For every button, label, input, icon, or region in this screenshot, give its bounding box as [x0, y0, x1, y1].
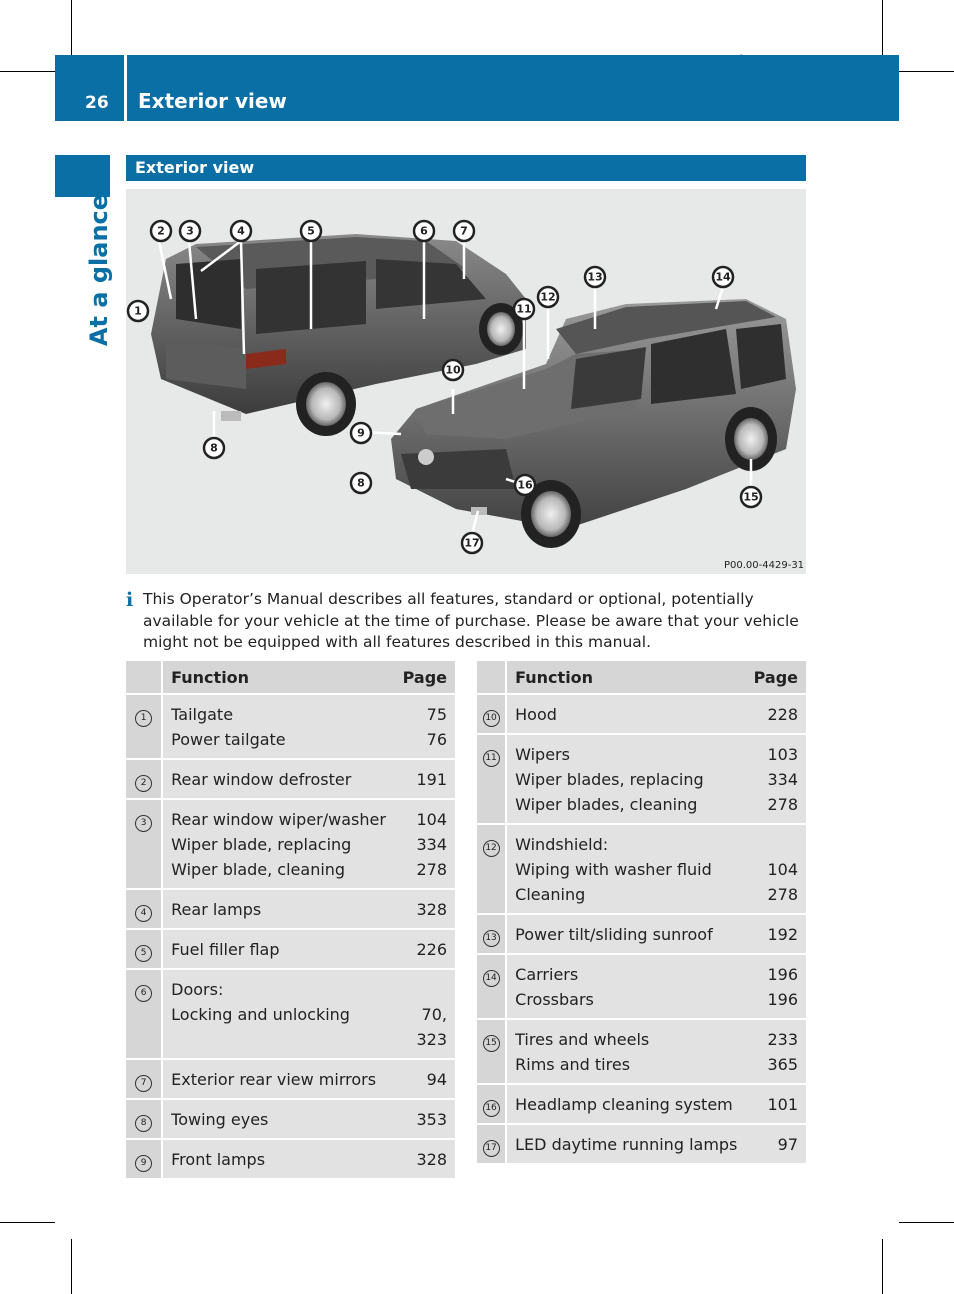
svg-text:9: 9	[357, 426, 365, 440]
crop-mark	[0, 71, 55, 72]
row-number-cell	[126, 889, 162, 929]
callout-11	[514, 299, 534, 319]
row-number-cell	[477, 824, 506, 914]
page-reference: 103	[767, 745, 798, 764]
function-cell	[506, 954, 745, 1019]
svg-text:17: 17	[464, 536, 480, 550]
svg-text:6: 6	[420, 224, 428, 238]
circled-number: 4	[135, 905, 152, 922]
svg-text:15: 15	[743, 490, 759, 504]
row-number-cell	[126, 799, 162, 889]
callout-6	[414, 221, 434, 241]
page-reference: 196	[767, 990, 798, 1009]
page-cell	[394, 889, 455, 929]
page-cell	[394, 694, 455, 759]
function-column-header: Function	[162, 661, 394, 694]
function-label: Wiper blades, cleaning	[515, 795, 698, 814]
row-number-cell	[477, 694, 506, 734]
callout-16	[515, 475, 535, 495]
crop-mark	[899, 71, 954, 72]
function-label: Power tailgate	[171, 730, 286, 749]
page-reference: 233	[767, 1030, 798, 1049]
svg-text:11: 11	[516, 302, 532, 316]
callout-17	[462, 533, 482, 553]
page-reference: 97	[777, 1135, 798, 1154]
crop-mark	[71, 0, 72, 55]
function-label: Wiper blade, cleaning	[171, 860, 346, 879]
circled-number: 2	[135, 775, 152, 792]
circled-number: 10	[483, 710, 500, 727]
page-cell	[394, 929, 455, 969]
function-label: Tailgate	[171, 705, 234, 724]
svg-text:2: 2	[157, 224, 165, 238]
function-label: Carriers	[515, 965, 579, 984]
function-label: Rear lamps	[171, 900, 262, 919]
page-reference: 334	[767, 770, 798, 789]
table-row	[126, 1059, 455, 1099]
crop-mark	[882, 0, 883, 55]
number-column-header	[477, 661, 506, 694]
circled-number: 11	[483, 750, 500, 767]
page-reference: 328	[416, 900, 447, 919]
page-reference: 278	[767, 795, 798, 814]
function-cell	[162, 889, 394, 929]
callout-12	[538, 287, 558, 307]
row-number-cell	[477, 734, 506, 824]
function-label: Hood	[515, 705, 557, 724]
page-cell	[394, 1059, 455, 1099]
page-cell	[394, 799, 455, 889]
row-number-cell	[126, 1099, 162, 1139]
circled-number: 6	[135, 985, 152, 1002]
page-reference: 192	[767, 925, 798, 944]
table-row	[477, 1124, 806, 1164]
circled-number: 7	[135, 1075, 152, 1092]
table-row	[477, 734, 806, 824]
info-icon: i	[126, 589, 134, 611]
function-label: Rear window defroster	[171, 770, 352, 789]
number-column-header	[126, 661, 162, 694]
figure-code: P00.00-4429-31	[724, 560, 805, 571]
svg-text:8: 8	[210, 441, 218, 455]
table-body-left	[126, 694, 455, 1179]
crop-mark	[899, 1222, 954, 1223]
function-cell	[162, 694, 394, 759]
row-number-cell	[126, 759, 162, 799]
svg-text:3: 3	[186, 224, 194, 238]
header-divider	[124, 55, 127, 121]
page-column-header: Page	[394, 661, 455, 694]
table-row	[477, 954, 806, 1019]
svg-text:12: 12	[540, 290, 556, 304]
callout-3	[180, 221, 200, 241]
table-header-row	[126, 661, 455, 694]
page-reference	[753, 832, 798, 857]
function-cell	[162, 929, 394, 969]
function-label: Doors:	[171, 980, 224, 999]
row-number-cell	[126, 1139, 162, 1179]
function-cell	[506, 914, 745, 954]
vehicle-illustration	[126, 189, 806, 574]
circled-number: 12	[483, 840, 500, 857]
function-label: Wiping with washer fluid	[515, 860, 712, 879]
row-number-cell	[477, 1019, 506, 1084]
function-label: LED daytime running lamps	[515, 1135, 738, 1154]
function-cell	[162, 969, 394, 1059]
page-reference: 76	[426, 730, 447, 749]
callout-8-front	[351, 473, 371, 493]
circled-number: 15	[483, 1035, 500, 1052]
function-label: Windshield:	[515, 835, 609, 854]
table-row	[126, 1139, 455, 1179]
page-reference: 353	[416, 1110, 447, 1129]
row-number-cell	[477, 954, 506, 1019]
callout-14	[713, 267, 733, 287]
function-label: Fuel filler flap	[171, 940, 280, 959]
function-label: Locking and unlocking	[171, 1005, 350, 1024]
callout-8-rear	[204, 438, 224, 458]
svg-text:14: 14	[715, 270, 731, 284]
page-column-header: Page	[745, 661, 806, 694]
function-cell	[506, 824, 745, 914]
function-label: Tires and wheels	[515, 1030, 650, 1049]
callout-1	[128, 301, 148, 321]
table-body-right	[477, 694, 806, 1164]
page-cell	[745, 1124, 806, 1164]
function-label: Wiper blade, replacing	[171, 835, 352, 854]
table-row	[126, 799, 455, 889]
function-cell	[162, 1099, 394, 1139]
page-reference	[402, 977, 447, 1002]
callout-10	[443, 360, 463, 380]
circled-number: 16	[483, 1100, 500, 1117]
function-cell	[162, 799, 394, 889]
function-label: Wiper blades, replacing	[515, 770, 704, 789]
table-row	[126, 929, 455, 969]
circled-number: 17	[483, 1140, 500, 1157]
section-title-bar	[126, 155, 806, 181]
function-table-left	[126, 661, 455, 1180]
page-reference: 278	[416, 860, 447, 879]
function-label: Rear window wiper/washer	[171, 810, 386, 829]
function-cell	[162, 1059, 394, 1099]
info-note	[126, 589, 806, 654]
svg-text:16: 16	[517, 478, 533, 492]
table-row	[126, 969, 455, 1059]
function-label: Crossbars	[515, 990, 594, 1009]
table-row	[477, 914, 806, 954]
page-cell	[745, 954, 806, 1019]
circled-number: 8	[135, 1115, 152, 1132]
page-reference: 75	[426, 705, 447, 724]
page-reference: 196	[767, 965, 798, 984]
header-title: Exterior view	[138, 89, 287, 113]
vehicle-exterior-figure	[126, 189, 806, 574]
side-tab-marker	[55, 155, 110, 197]
callout-7	[454, 221, 474, 241]
function-column-header: Function	[506, 661, 745, 694]
function-table-right	[477, 661, 806, 1165]
page-cell	[394, 1139, 455, 1179]
page-reference: 101	[767, 1095, 798, 1114]
svg-text:8: 8	[357, 476, 365, 490]
function-cell	[506, 1084, 745, 1124]
side-tab-label: At a glance	[85, 193, 113, 347]
function-cell	[506, 694, 745, 734]
table-row	[126, 694, 455, 759]
function-cell	[506, 1124, 745, 1164]
row-number-cell	[477, 1084, 506, 1124]
table-row	[126, 759, 455, 799]
circled-number: 14	[483, 970, 500, 987]
page-cell	[745, 734, 806, 824]
page-reference: 191	[416, 770, 447, 789]
crop-mark	[882, 1239, 883, 1294]
table-row	[477, 1019, 806, 1084]
page-header	[55, 55, 899, 121]
table-row	[126, 1099, 455, 1139]
svg-text:7: 7	[460, 224, 468, 238]
page-reference: 104	[416, 810, 447, 829]
page-reference: 334	[416, 835, 447, 854]
function-label: Towing eyes	[171, 1110, 269, 1129]
function-label: Rims and tires	[515, 1055, 631, 1074]
row-number-cell	[126, 929, 162, 969]
function-label: Headlamp cleaning system	[515, 1095, 733, 1114]
function-cell	[162, 759, 394, 799]
table-row	[477, 824, 806, 914]
callout-15	[741, 487, 761, 507]
svg-text:1: 1	[134, 304, 142, 318]
crop-mark	[71, 1239, 72, 1294]
section-title: Exterior view	[135, 158, 255, 177]
function-label: Front lamps	[171, 1150, 266, 1169]
page-reference: 328	[416, 1150, 447, 1169]
function-cell	[162, 1139, 394, 1179]
page-cell	[394, 1099, 455, 1139]
page-reference: 323	[416, 1030, 447, 1049]
callout-9	[351, 423, 371, 443]
page-reference: 278	[767, 885, 798, 904]
row-number-cell	[126, 969, 162, 1059]
page-cell	[745, 1019, 806, 1084]
function-cell	[506, 734, 745, 824]
page-number: 26	[85, 93, 109, 113]
callout-2	[151, 221, 171, 241]
page-reference: 228	[767, 705, 798, 724]
page-cell	[745, 694, 806, 734]
row-number-cell	[477, 914, 506, 954]
page-reference: 226	[416, 940, 447, 959]
callout-13	[585, 267, 605, 287]
circled-number: 13	[483, 930, 500, 947]
callout-5	[301, 221, 321, 241]
page-cell	[745, 824, 806, 914]
circled-number: 3	[135, 815, 152, 832]
function-label: Wipers	[515, 745, 570, 764]
crop-mark	[0, 1222, 55, 1223]
page-cell	[394, 759, 455, 799]
svg-text:4: 4	[237, 224, 245, 238]
page-reference: 70,	[421, 1005, 447, 1024]
function-label: Power tilt/sliding sunroof	[515, 925, 713, 944]
svg-text:10: 10	[445, 363, 461, 377]
function-label: Cleaning	[515, 885, 586, 904]
page-reference: 104	[767, 860, 798, 879]
table-row	[477, 1084, 806, 1124]
table-row	[126, 889, 455, 929]
function-label: Exterior rear view mirrors	[171, 1070, 377, 1089]
svg-text:13: 13	[587, 270, 603, 284]
row-number-cell	[477, 1124, 506, 1164]
function-cell	[506, 1019, 745, 1084]
page-reference: 94	[426, 1070, 447, 1089]
info-text: This Operator’s Manual describes all features, standard or optional, potentially available for your vehicle at the time of purchase. Please be aware that your vehicle might not be equipped with all features described in this manual.	[143, 590, 799, 652]
page-cell	[745, 1084, 806, 1124]
circled-number: 1	[135, 710, 152, 727]
page-cell	[745, 914, 806, 954]
row-number-cell	[126, 694, 162, 759]
svg-text:5: 5	[307, 224, 315, 238]
circled-number: 9	[135, 1155, 152, 1172]
page-reference: 365	[767, 1055, 798, 1074]
callout-4	[231, 221, 251, 241]
table-row	[477, 694, 806, 734]
page-cell	[394, 969, 455, 1059]
circled-number: 5	[135, 945, 152, 962]
row-number-cell	[126, 1059, 162, 1099]
table-header-row	[477, 661, 806, 694]
